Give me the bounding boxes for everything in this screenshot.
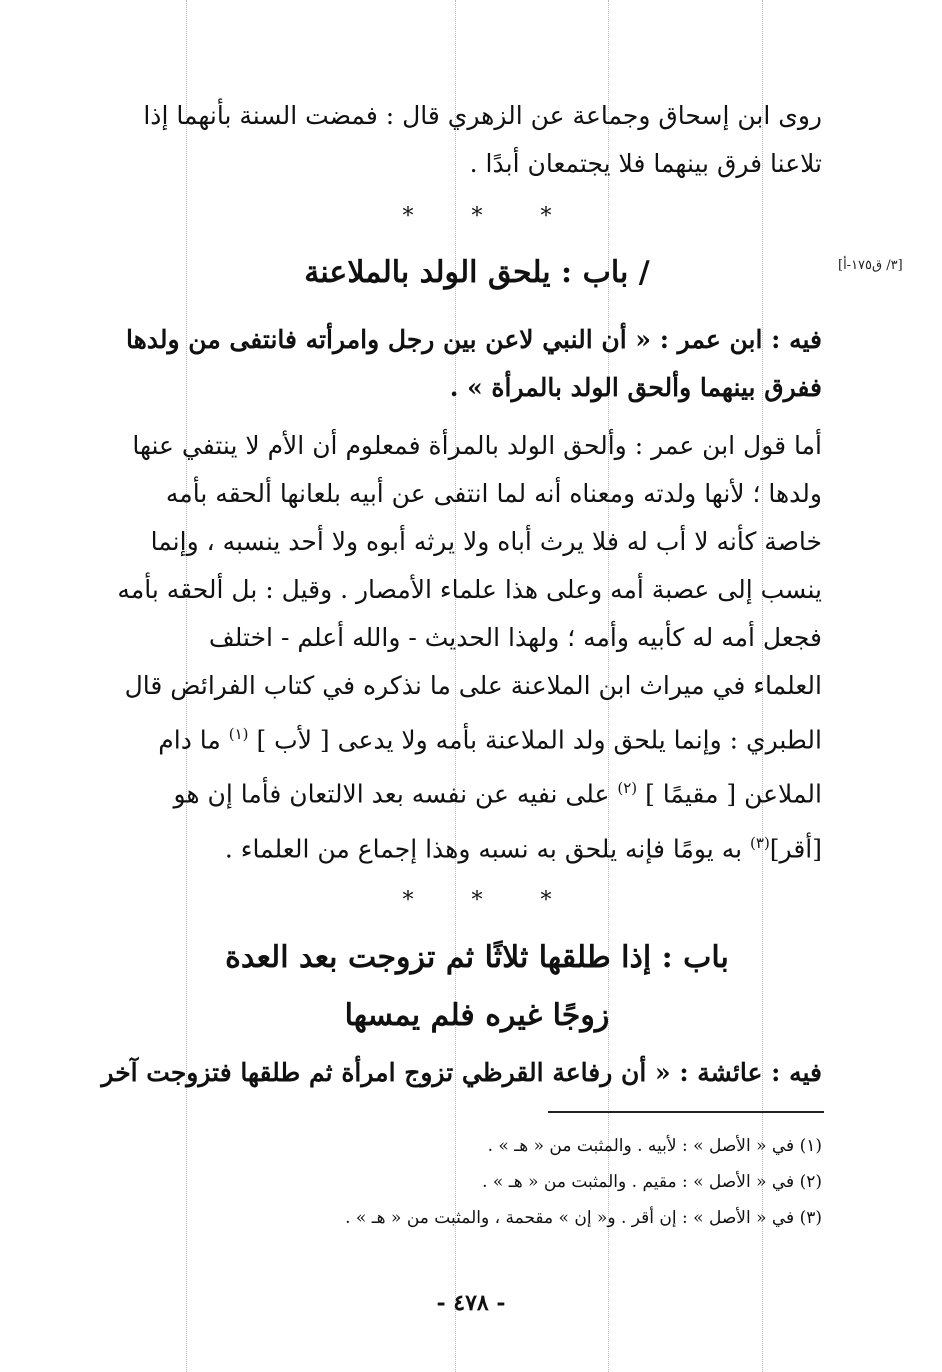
marginal-manuscript-reference: [٣/ ق١٧٥-أ] [838, 258, 903, 273]
separator-star: * [540, 888, 552, 914]
commentary-line [132, 764, 822, 818]
footnote: (٣) في « الأصل » : إن أقر . و« إن » مقحمة ، والمثبت من « هـ » . [345, 1208, 822, 1228]
section-separator [132, 879, 822, 923]
commentary-text: الطبري : وإنما يلحق ولد الملاعنة بأمه ولا يدعى [ لأب ] [256, 725, 822, 755]
commentary-text: على نفيه عن نفسه بعد الالتعان فأما إن هو [173, 779, 610, 809]
footnote: (٢) في « الأصل » : مقيم . والمثبت من « هـ » . [482, 1172, 822, 1192]
page-number: - ٤٧٨ - [436, 1290, 506, 1316]
commentary-line: فجعل أمه له كأبيه وأمه ؛ ولهذا الحديث - والله أعلم - اختلف [208, 623, 822, 652]
separator-star: * [471, 888, 483, 914]
commentary-line: ينسب إلى عصبة أمه وعلى هذا علماء الأمصار . وقيل : بل ألحقه بأمه [117, 575, 822, 604]
hadith-line: ففرق بينهما وألحق الولد بالمرأة » . [449, 373, 822, 402]
separator-star: * [471, 203, 483, 229]
commentary-text: ما دام [158, 725, 221, 755]
section-separator [132, 194, 822, 238]
hadith-line: فيه : ابن عمر : « أن النبي لاعن بين رجل وامرأته فانتفى من ولدها [125, 325, 822, 354]
footnotes [132, 1128, 822, 1236]
chapter-heading: باب : إذا طلقها ثلاثًا ثم تزوجت بعد العدة [225, 939, 729, 975]
commentary-text: به يومًا فإنه يلحق به نسبه وهذا إجماع من العلماء . [224, 833, 743, 863]
separator-star: * [540, 203, 552, 229]
commentary-line [132, 710, 822, 764]
separator-star: * [402, 888, 414, 914]
chapter-heading: زوجًا غيره فلم يمسها [344, 997, 610, 1033]
commentary-text: الملاعن [ مقيمًا ] [645, 779, 822, 809]
commentary-line: ولدها ؛ لأنها ولدته ومعناه أنه لما انتفى عن أبيه بلعانها ألحقه بأمه [165, 479, 822, 508]
separator-star: * [402, 203, 414, 229]
footnote-divider [548, 1111, 824, 1113]
commentary-line: العلماء في ميراث ابن الملاعنة على ما نذكره في كتاب الفرائض قال [124, 671, 822, 700]
commentary-line: خاصة كأنه لا أب له فلا يرث أباه ولا يرثه أبوه ولا أحد ينسبه ، وإنما [150, 527, 822, 556]
footnote-ref: (٢) [617, 779, 638, 798]
footnote-ref: (٣) [750, 833, 770, 852]
text-line: روى ابن إسحاق وجماعة عن الزهري قال : فمضت السنة بأنهما إذا [143, 101, 822, 130]
commentary-line: أما قول ابن عمر : وألحق الولد بالمرأة فمعلوم أن الأم لا ينتفي عنها [132, 431, 822, 460]
main-text [101, 92, 822, 1097]
chapter-heading: / باب : يلحق الولد بالملاعنة [304, 255, 650, 290]
footnote-ref: (١) [228, 725, 249, 743]
commentary-line [132, 819, 822, 873]
footnote: (١) في « الأصل » : لأبيه . والمثبت من « هـ » . [487, 1136, 822, 1156]
hadith-line: فيه : عائشة : « أن رفاعة القرظي تزوج امرأة ثم طلقها فتزوجت آخر [101, 1057, 822, 1087]
commentary-text: [أقر] [769, 833, 822, 863]
text-line: تلاعنا فرق بينهما فلا يجتمعان أبدًا . [469, 149, 822, 178]
